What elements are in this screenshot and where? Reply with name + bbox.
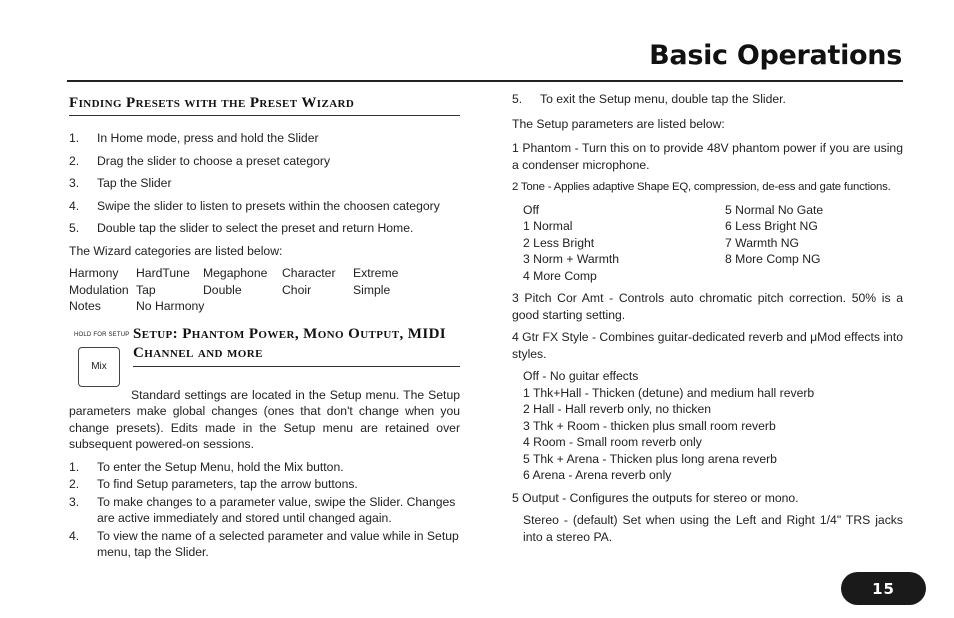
left-column <box>69 94 460 562</box>
list-item: 1 Thk+Hall - Thicken (detune) and medium hall reverb <box>523 385 815 400</box>
category-cell: Choir <box>282 282 312 297</box>
category-cell: Megaphone <box>203 266 268 280</box>
tone-option: 8 More Comp NG <box>725 252 821 266</box>
setup-section <box>69 325 460 561</box>
param-output: 5 Output - Configures the outputs for stereo or mono. <box>512 490 799 505</box>
setup-steps <box>69 459 460 561</box>
list-item <box>69 459 460 476</box>
list-item: 2 Hall - Hall reverb only, no thicken <box>523 402 712 416</box>
list-item: 3 Thk + Room - thicken plus small room reverb <box>523 418 776 433</box>
list-item: 6 Arena - Arena reverb only <box>523 468 672 482</box>
tone-option: 6 Less Bright NG <box>725 219 818 233</box>
wizard-categories-table <box>69 265 460 315</box>
step-text: Drag the slider to choose a preset category <box>97 153 331 168</box>
preset-wizard-steps <box>69 130 460 237</box>
step-number: 4. <box>69 528 80 543</box>
category-cell: Modulation <box>69 282 129 297</box>
step-number: 1. <box>69 131 80 145</box>
list-item <box>69 153 460 170</box>
category-cell: Character <box>282 266 336 280</box>
step-number: 2. <box>69 153 80 168</box>
page-number-badge: 15 <box>841 572 926 605</box>
step-text: Swipe the slider to listen to presets within the choosen category <box>97 198 440 213</box>
category-cell: No Harmony <box>136 299 205 313</box>
step-text: To find Setup parameters, tap the arrow buttons. <box>97 477 358 491</box>
title-divider <box>67 80 903 82</box>
param-phantom: 1 Phantom - Turn this on to provide 48V phantom power if you are using a condenser microphone. <box>512 141 903 172</box>
list-item: 4 Room - Small room reverb only <box>523 435 702 449</box>
step-number: 5. <box>69 221 80 235</box>
tone-option: 5 Normal No Gate <box>725 202 824 217</box>
param-guitar-fx-style: 4 Gtr FX Style - Combines guitar-dedicated reverb and μMod effects into styles. <box>512 330 903 361</box>
tone-option: 2 Less Bright <box>523 235 595 250</box>
step-text: To enter the Setup Menu, hold the Mix button. <box>97 459 344 474</box>
step-text: To view the name of a selected parameter and value while in Setup menu, tap the Slider. <box>97 528 459 559</box>
step-number: 1. <box>69 459 80 474</box>
categories-intro: The Wizard categories are listed below: <box>69 243 283 258</box>
tone-option: 1 Normal <box>523 219 573 233</box>
output-stereo-option: Stereo - (default) Set when using the Left and Right 1/4" TRS jacks into a stereo PA. <box>523 513 903 544</box>
category-cell: Tap <box>136 282 156 297</box>
category-cell: Extreme <box>353 266 399 280</box>
category-cell: Harmony <box>69 266 119 280</box>
list-item <box>69 476 460 493</box>
page-title: Basic Operations <box>649 40 902 71</box>
category-cell: Double <box>203 282 242 297</box>
category-cell: Notes <box>69 299 101 313</box>
category-cell: HardTune <box>136 266 190 280</box>
list-item <box>69 494 460 527</box>
list-item <box>69 175 460 192</box>
step-number: 2. <box>69 477 80 491</box>
list-item <box>69 130 460 147</box>
setup-steps-continued <box>512 91 903 108</box>
step-text: In Home mode, press and hold the Slider <box>97 131 319 145</box>
list-item: 5 Thk + Arena - Thicken plus long arena reverb <box>523 451 777 466</box>
tone-option: 4 More Comp <box>523 268 597 283</box>
section-heading-preset-wizard: Finding Presets with the Preset Wizard <box>69 94 460 116</box>
parameters-intro: The Setup parameters are listed below: <box>512 116 725 131</box>
step-number: 5. <box>512 92 523 106</box>
setup-intro-paragraph: Standard settings are located in the Setup menu. The Setup parameters make global changes (ones that don't change when you change presets). Edits made in the Setup menu are retained over subsequent powered-on sessions. <box>69 387 460 451</box>
step-number: 3. <box>69 176 80 190</box>
tone-options-table <box>523 202 903 285</box>
mix-button-icon: Mix <box>78 347 120 387</box>
param-tone: 2 Tone - Applies adaptive Shape EQ, compression, de-ess and gate functions. <box>512 181 891 193</box>
tone-option: 3 Norm + Warmth <box>523 252 620 266</box>
step-text: Tap the Slider <box>97 176 172 190</box>
list-item <box>512 91 903 108</box>
guitar-fx-options <box>523 368 903 484</box>
list-item <box>69 528 460 561</box>
step-text: To make changes to a parameter value, swipe the Slider. Changes are active immediately and stored until changed again. <box>97 494 456 525</box>
tone-option: 7 Warmth NG <box>725 235 800 250</box>
hold-for-setup-label: HOLD FOR SETUP <box>74 331 130 338</box>
step-number: 4. <box>69 198 80 213</box>
param-pitch-correction: 3 Pitch Cor Amt - Controls auto chromatic pitch correction. 50% is a good starting setting. <box>512 291 903 322</box>
category-cell: Simple <box>353 282 391 297</box>
section-heading-setup: Setup: Phantom Power, Mono Output, MIDI Channel and more <box>133 325 460 367</box>
step-number: 3. <box>69 494 80 509</box>
tone-option: Off <box>523 202 540 217</box>
step-text: Double tap the slider to select the preset and return Home. <box>97 221 414 235</box>
list-item <box>69 220 460 237</box>
list-item: Off - No guitar effects <box>523 369 639 383</box>
right-column <box>512 91 903 551</box>
list-item <box>69 198 460 215</box>
mix-button-illustration <box>74 327 130 388</box>
step-text: To exit the Setup menu, double tap the Slider. <box>540 92 786 106</box>
